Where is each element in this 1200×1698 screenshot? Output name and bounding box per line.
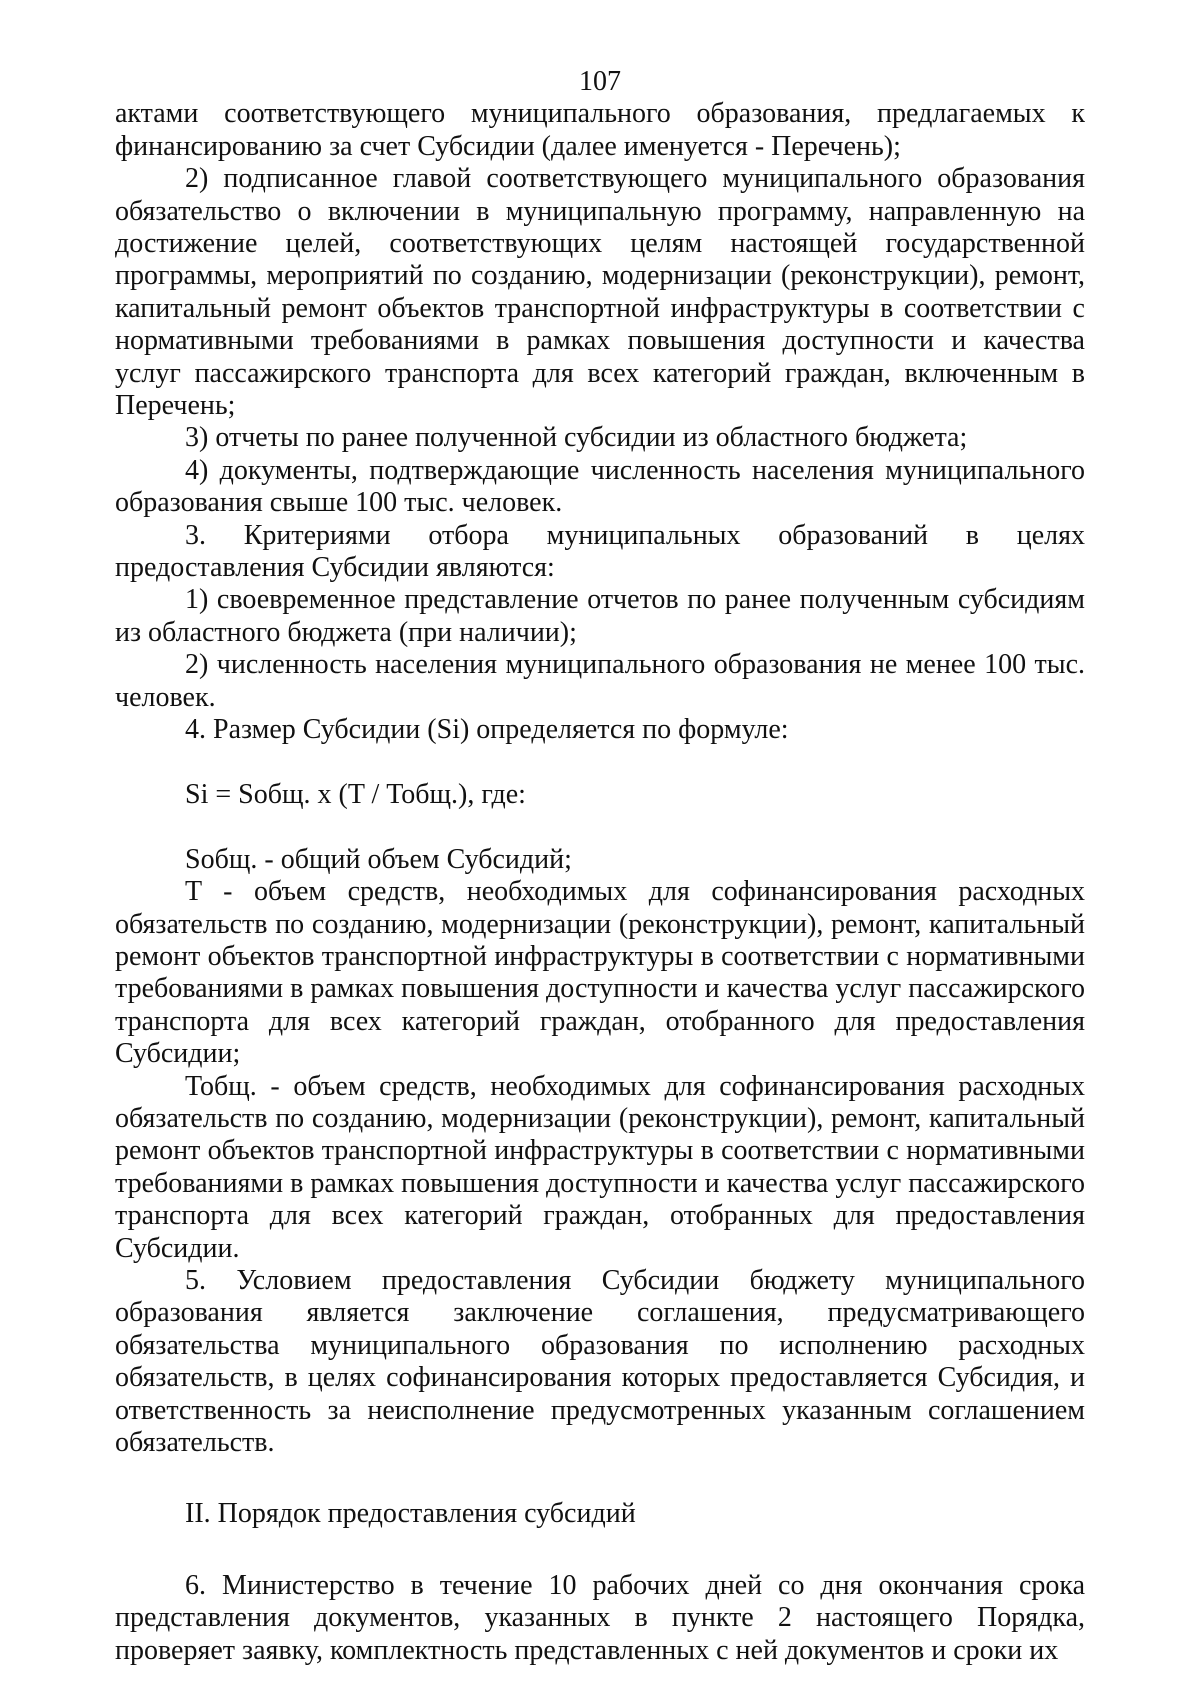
paragraph-section-4-formula-intro: 4. Размер Субсидии (Si) определяется по формуле:: [185, 714, 789, 746]
paragraph-item-3-reports: 3) отчеты по ранее полученной субсидии из областного бюджета;: [185, 422, 968, 454]
paragraph-criterion-2: 2) численность населения муниципального образования не менее 100 тыс. человек.: [115, 649, 1085, 713]
spacer: [115, 1531, 1085, 1570]
subsidy-formula: Si = Sобщ. x (T / Тобщ.), где:: [185, 778, 526, 810]
paragraph-item-4-population-docs: 4) документы, подтверждающие численность населения муниципального образования свыше 100 тыс. человек.: [115, 454, 1085, 519]
spacer: [115, 747, 1085, 779]
section-heading: II. Порядок предоставления субсидий: [185, 1498, 636, 1530]
definition-s-total: Sобщ. - общий объем Субсидий;: [185, 843, 572, 875]
definition-t-total: Тобщ. - объем средств, необходимых для софинансирования расходных обязательств по созданию, модернизации (реконструкции), ремонт, капитальный ремонт объектов транспортной инфраструктуры в соответствии с нормативными требованиями в рамках повышения доступности и качества услуг пассажирского транспорта для всех категорий граждан, отобранных для предоставления Субсидии.: [115, 1070, 1085, 1264]
paragraph-section-5-condition: 5. Условием предоставления Субсидии бюджету муниципального образования является заключение соглашения, предусматривающего обязательства муниципального образования по исполнению расходных обязательств, в целях софинансирования которых предоставляется Субсидия, и ответственность за неисполнение предусмотренных указанным соглашением обязательств.: [115, 1264, 1085, 1459]
paragraph-criterion-1: 1) своевременное представление отчетов по ранее полученным субсидиям из областного бюджета (при наличии);: [115, 584, 1085, 648]
spacer: [115, 811, 1085, 843]
definition-t: T - объем средств, необходимых для софинансирования расходных обязательств по созданию, модернизации (реконструкции), ремонт, капитальный ремонт объектов транспортной инфраструктуры в соответствии с нормативными требованиями в рамках повышения доступности и качества услуг пассажирского транспорта для всех категорий граждан, отобранного для предоставления Субсидии;: [115, 876, 1085, 1070]
paragraph-section-3-criteria: 3. Критериями отбора муниципальных образований в целях предоставления Субсидии являются:: [115, 519, 1085, 584]
page-number: 107: [579, 66, 621, 97]
paragraph-section-6-ministry: 6. Министерство в течение 10 рабочих дней со дня окончания срока представления документов, указанных в пункте 2 настоящего Порядка, проверяет заявку, комплектность представленных с ней документов и сроки их: [115, 1569, 1085, 1666]
spacer: [115, 1459, 1085, 1498]
document-page: [115, 66, 1085, 1667]
paragraph-item-2-obligation: 2) подписанное главой соответствующего муниципального образования обязательство о включении в муниципальную программу, направленную на достижение целей, соответствующих целям настоящей государственной программы, мероприятий по созданию, модернизации (реконструкции), ремонт, капитальный ремонт объектов транспортной инфраструктуры в соответствии с нормативными требованиями в рамках повышения доступности и качества услуг пассажирского транспорта для всех категорий граждан, включенным в Перечень;: [115, 163, 1085, 422]
paragraph-list-continuation: актами соответствующего муниципального образования, предлагаемых к финансированию за счет Субсидии (далее именуется - Перечень);: [115, 98, 1085, 162]
